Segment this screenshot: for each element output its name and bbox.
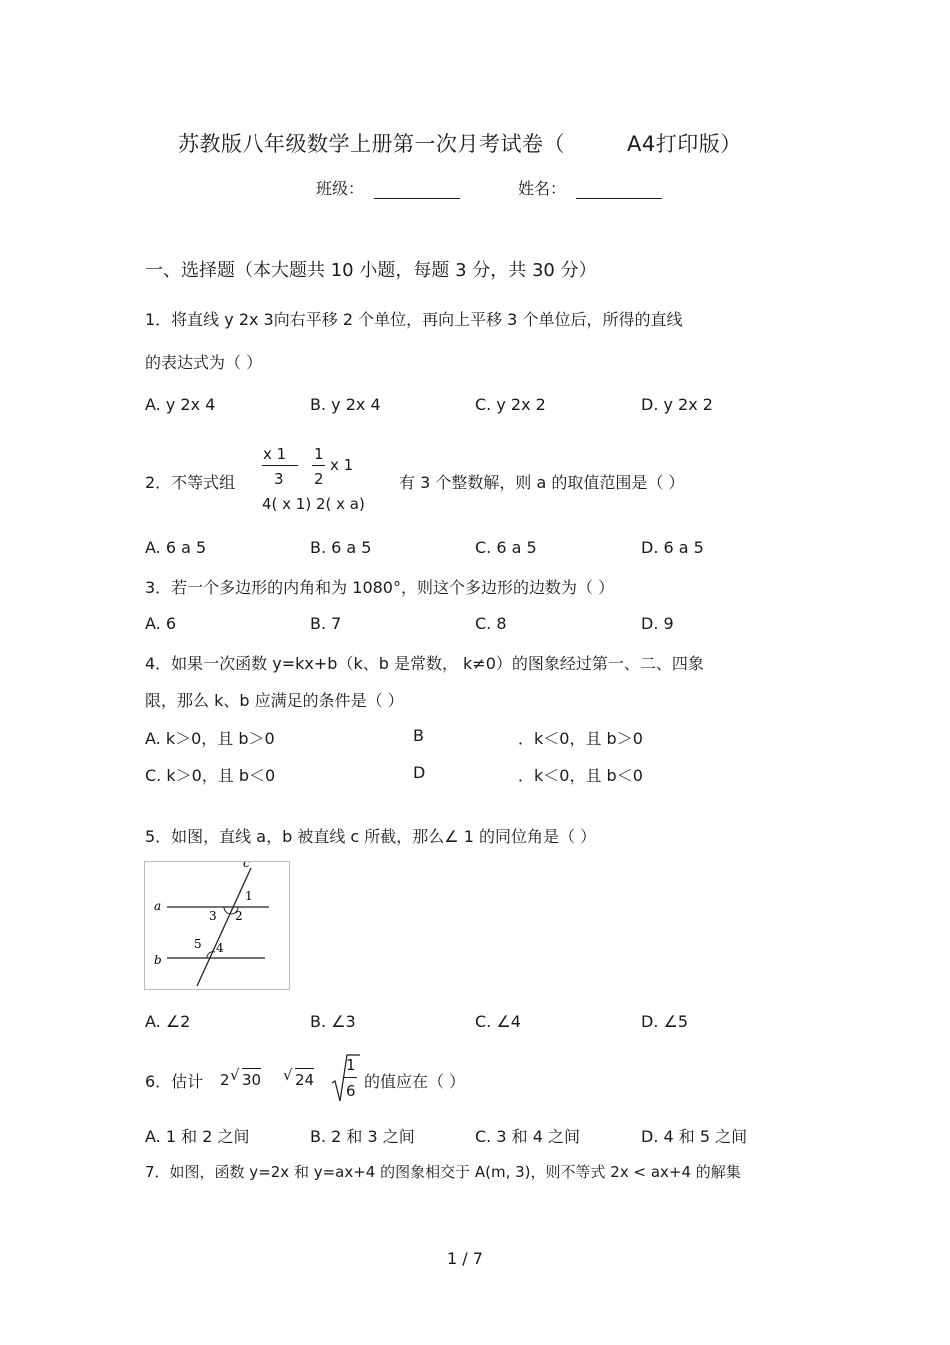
class-label: 班级： (316, 179, 365, 198)
question-2-prefix: 2．不等式组 (145, 473, 236, 492)
q6-option-b: B. 2 和 3 之间 (310, 1127, 415, 1146)
fraction-numerator: 1 (346, 1056, 356, 1074)
q4-option-b: ．k＜0，且 b＞0 (518, 729, 643, 748)
page-number: 1 / 7 (447, 1249, 483, 1268)
q3-option-d: D. 9 (641, 614, 674, 633)
q2-option-b: B. 6 a 5 (310, 538, 372, 557)
q5-option-b: B. ∠3 (310, 1012, 356, 1031)
q6-option-a: A. 1 和 2 之间 (145, 1127, 250, 1146)
q3-option-c: C. 8 (475, 614, 507, 633)
fraction-2-denominator: 2 (314, 470, 324, 488)
q2-option-d: D. 6 a 5 (641, 538, 704, 557)
question-5: 5．如图，直线 a，b 被直线 c 所截，那么∠ 1 的同位角是（ ） (145, 827, 597, 846)
inequality-2: 4( x 1) 2( x a) (262, 495, 365, 513)
q5-option-d: D. ∠5 (641, 1012, 689, 1031)
page-title (178, 128, 742, 158)
label-5: 5 (194, 937, 202, 951)
q1-option-c: C. y 2x 2 (475, 395, 546, 414)
line-c (197, 868, 251, 986)
q5-option-c: C. ∠4 (475, 1012, 521, 1031)
question-3: 3．若一个多边形的内角和为 1080°，则这个多边形的边数为（ ） (145, 578, 615, 597)
fraction-bar (343, 1077, 357, 1078)
q1-option-a: A. y 2x 4 (145, 395, 216, 414)
label-b: b (154, 953, 162, 967)
q1-option-d: D. y 2x 2 (641, 395, 713, 414)
fraction-denominator: 6 (346, 1082, 356, 1100)
q4-option-c: C. k＞0，且 b＜0 (145, 766, 276, 785)
fraction-1-denominator: 3 (274, 470, 284, 488)
label-2: 2 (235, 909, 243, 923)
q1-option-b: B. y 2x 4 (310, 395, 381, 414)
label-1: 1 (245, 889, 253, 903)
label-4: 4 (216, 941, 224, 955)
question-4-line-1: 4．如果一次函数 y=kx+b（k、b 是常数， k≠0）的图象经过第一、二、四象 (145, 654, 704, 673)
parallel-lines-figure (144, 861, 290, 990)
question-4-line-2: 限，那么 k、b 应满足的条件是（ ） (145, 691, 404, 710)
label-a: a (154, 899, 162, 913)
fraction-2-bar (312, 465, 325, 466)
question-7: 7．如图，函数 y=2x 和 y=ax+4 的图象相交于 A(m, 3)，则不等式 2x < ax+4 的解集 (145, 1163, 741, 1181)
q6-option-c: C. 3 和 4 之间 (475, 1127, 580, 1146)
question-6-suffix: 的值应在（ ） (364, 1072, 466, 1091)
q6-option-d: D. 4 和 5 之间 (641, 1127, 748, 1146)
q4-option-d: ．k＜0，且 b＜0 (518, 766, 643, 785)
coefficient: 2 (220, 1071, 230, 1089)
class-blank (374, 180, 460, 199)
q2-option-c: C. 6 a 5 (475, 538, 537, 557)
label-c: c (243, 862, 250, 870)
question-1-line-1: 1．将直线 y 2x 3向右平移 2 个单位，再向上平移 3 个单位后，所得的直线 (145, 310, 683, 329)
title-part-1: 苏教版八年级数学上册第一次月考试卷（ (178, 132, 565, 156)
question-1-line-2: 的表达式为（ ） (145, 353, 263, 372)
name-label: 姓名： (518, 179, 567, 198)
question-2-suffix: 有 3 个整数解，则 a 的取值范围是（ ） (399, 473, 685, 492)
name-field (518, 176, 662, 199)
radical-sign-1: √ (230, 1066, 240, 1084)
question-6-prefix: 6．估计 (145, 1072, 204, 1091)
fraction-1-bar (262, 465, 298, 466)
class-field (316, 176, 460, 199)
section-heading: 一、选择题（本大题共 10 小题，每题 3 分，共 30 分） (145, 260, 597, 281)
fraction-1-numerator: x 1 (263, 445, 287, 463)
radicand-30: 30 (242, 1068, 261, 1089)
label-3: 3 (209, 909, 217, 923)
q4-option-a: A. k＞0，且 b＞0 (145, 729, 275, 748)
title-part-2: A4打印版） (627, 132, 742, 156)
radical-sign-2: √ (283, 1066, 293, 1084)
q3-option-b: B. 7 (310, 614, 342, 633)
inequality-1-tail: x 1 (330, 456, 354, 474)
q4-option-b-label: B (413, 726, 424, 745)
name-blank (576, 180, 662, 199)
q2-option-a: A. 6 a 5 (145, 538, 207, 557)
q3-option-a: A. 6 (145, 614, 177, 633)
fraction-2-numerator: 1 (314, 445, 324, 463)
q5-option-a: A. ∠2 (145, 1012, 191, 1031)
figure-svg (145, 862, 289, 989)
radicand-24: 24 (295, 1068, 314, 1089)
q4-option-d-label: D (413, 763, 426, 782)
